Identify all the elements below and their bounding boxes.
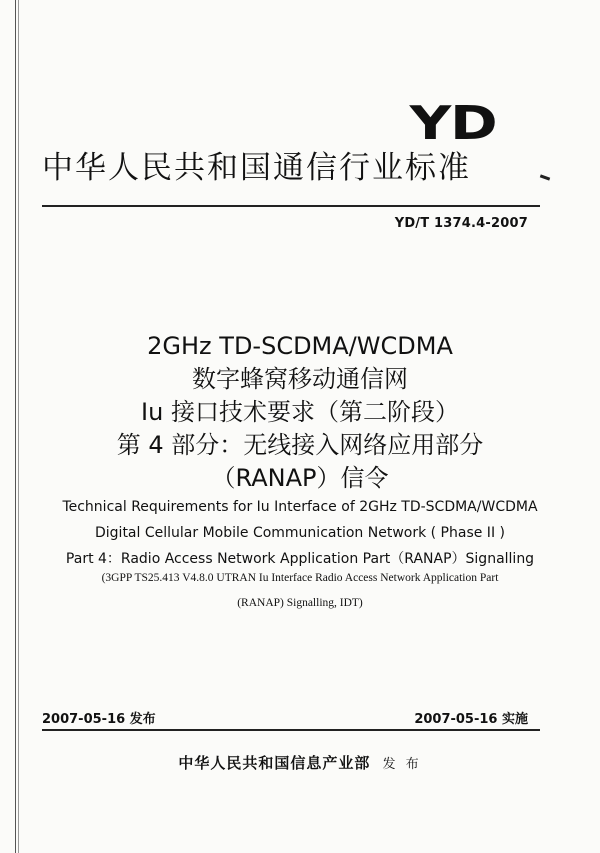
implement-date: 2007-05-16 实施 [414, 712, 528, 727]
chinese-title-line: 第 4 部分：无线接入网络应用部分 [116, 431, 484, 459]
issue-date: 2007-05-16 发布 [42, 712, 156, 727]
chinese-title [0, 330, 600, 495]
english-title-line: Technical Requirements for Iu Interface of 2GHz TD-SCDMA/WCDMA [62, 499, 538, 515]
issuer-name: 中华人民共和国信息产业部 [178, 754, 371, 772]
bottom-divider [42, 729, 540, 731]
chinese-title-line: Iu 接口技术要求（第二阶段） [141, 398, 459, 426]
standard-category-title: 中华人民共和国通信行业标准 [42, 150, 471, 186]
chinese-title-line: 数字蜂窝移动通信网 [192, 365, 408, 393]
chinese-title-line: （RANAP）信令 [211, 464, 389, 492]
yd-logo: YD [409, 96, 496, 150]
reference-line: (3GPP TS25.413 V4.8.0 UTRAN Iu Interface Radio Access Network Application Part [101, 572, 499, 584]
english-title-line: Part 4：Radio Access Network Application Part（RANAP）Signalling [65, 551, 535, 567]
chinese-title-line: 2GHz TD-SCDMA/WCDMA [147, 332, 453, 360]
issuer-action: 发 布 [382, 757, 422, 772]
english-title [0, 494, 600, 572]
top-divider [42, 205, 540, 207]
reference-line: (RANAP) Signalling, IDT) [237, 597, 363, 609]
issuer-line [0, 752, 600, 773]
english-title-line: Digital Cellular Mobile Communication Network ( Phase II ) [95, 525, 505, 541]
reference-note [0, 566, 600, 616]
standard-number: YD/T 1374.4-2007 [394, 216, 528, 231]
